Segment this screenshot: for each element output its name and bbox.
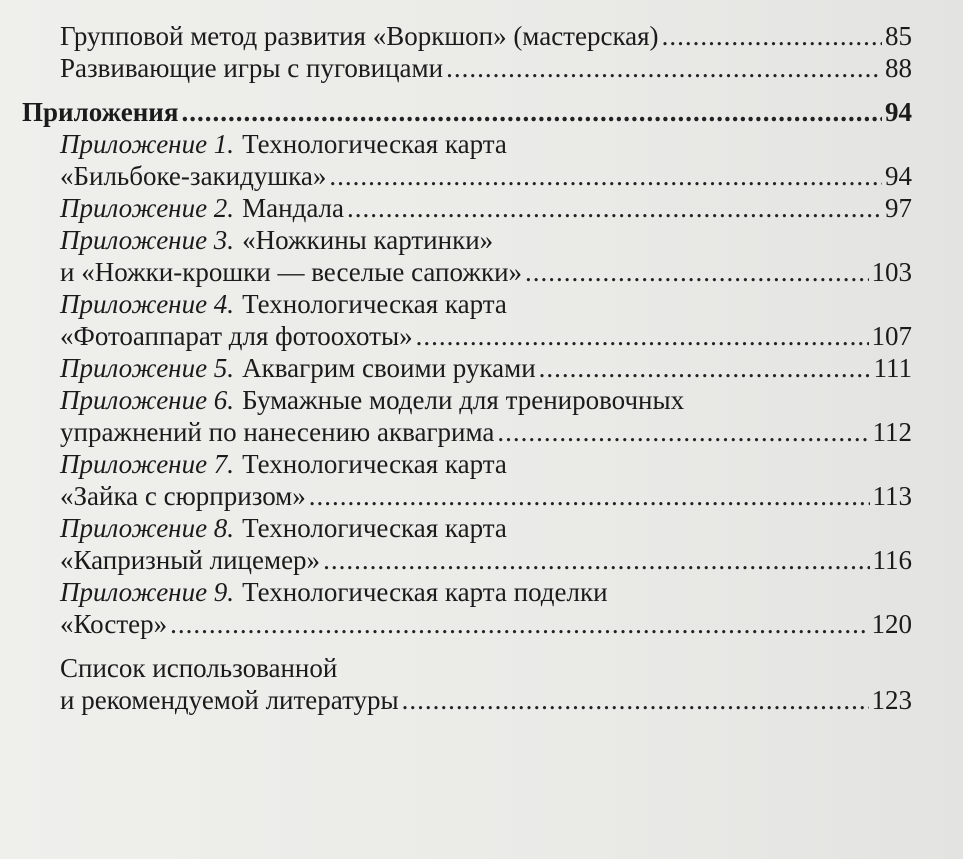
toc-entry-title: Развивающие игры с пуговицами xyxy=(60,53,444,83)
dot-leader xyxy=(329,160,882,192)
toc-entry xyxy=(22,544,912,576)
toc-entry xyxy=(22,576,912,608)
toc-entry xyxy=(22,384,912,416)
toc-entry xyxy=(22,256,912,288)
toc-entry-title: «Бильбоке-закидушка» xyxy=(60,161,327,191)
toc-page-number: 107 xyxy=(871,321,912,351)
toc-page-number: 113 xyxy=(872,481,912,511)
toc-page-number: 97 xyxy=(885,193,912,223)
toc-entry-title: «Зайка с сюрпризом» xyxy=(60,481,306,511)
toc-page-number: 85 xyxy=(885,21,912,51)
toc-entry xyxy=(22,128,912,160)
dot-leader xyxy=(416,320,869,352)
toc-page-number: 123 xyxy=(871,685,912,715)
dot-leader xyxy=(323,544,869,576)
toc-entry-title: Аквагрим своими руками xyxy=(242,353,536,383)
toc-entry-title: Список использованной xyxy=(60,653,338,683)
appendix-label: Приложение 4. xyxy=(60,289,235,319)
dot-leader xyxy=(402,684,869,716)
toc-entry xyxy=(22,320,912,352)
dot-leader xyxy=(170,608,868,640)
toc-entry-title: «Ножкины картинки» xyxy=(242,225,494,255)
toc-entry-title: Технологическая карта xyxy=(242,129,507,159)
appendix-label: Приложение 8. xyxy=(60,513,235,543)
dot-leader xyxy=(347,192,882,224)
appendix-label: Приложение 6. xyxy=(60,385,235,415)
toc-entry xyxy=(22,480,912,512)
appendix-label: Приложение 2. xyxy=(60,193,235,223)
toc-entry xyxy=(22,352,912,384)
dot-leader xyxy=(525,256,868,288)
toc-page-number: 88 xyxy=(885,53,912,83)
toc-entry-title: и рекомендуемой литературы xyxy=(60,685,399,715)
toc-entry xyxy=(22,52,912,84)
toc-entry-title: Мандала xyxy=(242,193,345,223)
toc-entry-title: Технологическая карта поделки xyxy=(242,577,608,607)
toc-page-number: 120 xyxy=(871,609,912,639)
toc-page-number: 116 xyxy=(872,545,912,575)
dot-leader xyxy=(539,352,871,384)
toc-section-title: Приложения xyxy=(22,97,179,127)
appendix-label: Приложение 3. xyxy=(60,225,235,255)
toc-entry-title: Технологическая карта xyxy=(242,449,507,479)
toc-entry-title: Технологическая карта xyxy=(242,289,507,319)
toc-entry xyxy=(22,288,912,320)
toc-page-number: 103 xyxy=(871,257,912,287)
toc-entry xyxy=(22,416,912,448)
dot-leader xyxy=(446,52,882,84)
toc-entry-title: и «Ножки-крошки — веселые сапожки» xyxy=(60,257,523,287)
dot-leader xyxy=(497,416,869,448)
dot-leader xyxy=(662,20,882,52)
toc-page-number: 94 xyxy=(885,97,912,127)
toc-entry xyxy=(22,192,912,224)
appendix-label: Приложение 7. xyxy=(60,449,235,479)
appendix-label: Приложение 5. xyxy=(60,353,235,383)
toc-entry xyxy=(22,224,912,256)
dot-leader xyxy=(309,480,870,512)
appendix-label: Приложение 1. xyxy=(60,129,235,159)
toc-page-number: 111 xyxy=(873,353,912,383)
toc-entry xyxy=(22,684,912,716)
toc-entry-title: Групповой метод развития «Воркшоп» (мастерская) xyxy=(60,21,659,51)
toc-section-heading xyxy=(22,96,912,128)
dot-leader xyxy=(181,96,882,128)
toc-entry xyxy=(22,20,912,52)
table-of-contents xyxy=(22,20,912,716)
toc-entry-title: «Костер» xyxy=(60,609,168,639)
toc-entry-title: «Капризный лицемер» xyxy=(60,545,321,575)
toc-page-number: 94 xyxy=(885,161,912,191)
appendix-label: Приложение 9. xyxy=(60,577,235,607)
toc-entry xyxy=(22,512,912,544)
toc-entry-title: Бумажные модели для тренировочных xyxy=(242,385,685,415)
toc-entry xyxy=(22,652,912,684)
toc-page-number: 112 xyxy=(872,417,912,447)
toc-entry xyxy=(22,608,912,640)
toc-entry-title: упражнений по нанесению аквагрима xyxy=(60,417,495,447)
toc-entry xyxy=(22,160,912,192)
toc-entry xyxy=(22,448,912,480)
toc-entry-title: Технологическая карта xyxy=(242,513,507,543)
toc-entry-title: «Фотоаппарат для фотоохоты» xyxy=(60,321,413,351)
